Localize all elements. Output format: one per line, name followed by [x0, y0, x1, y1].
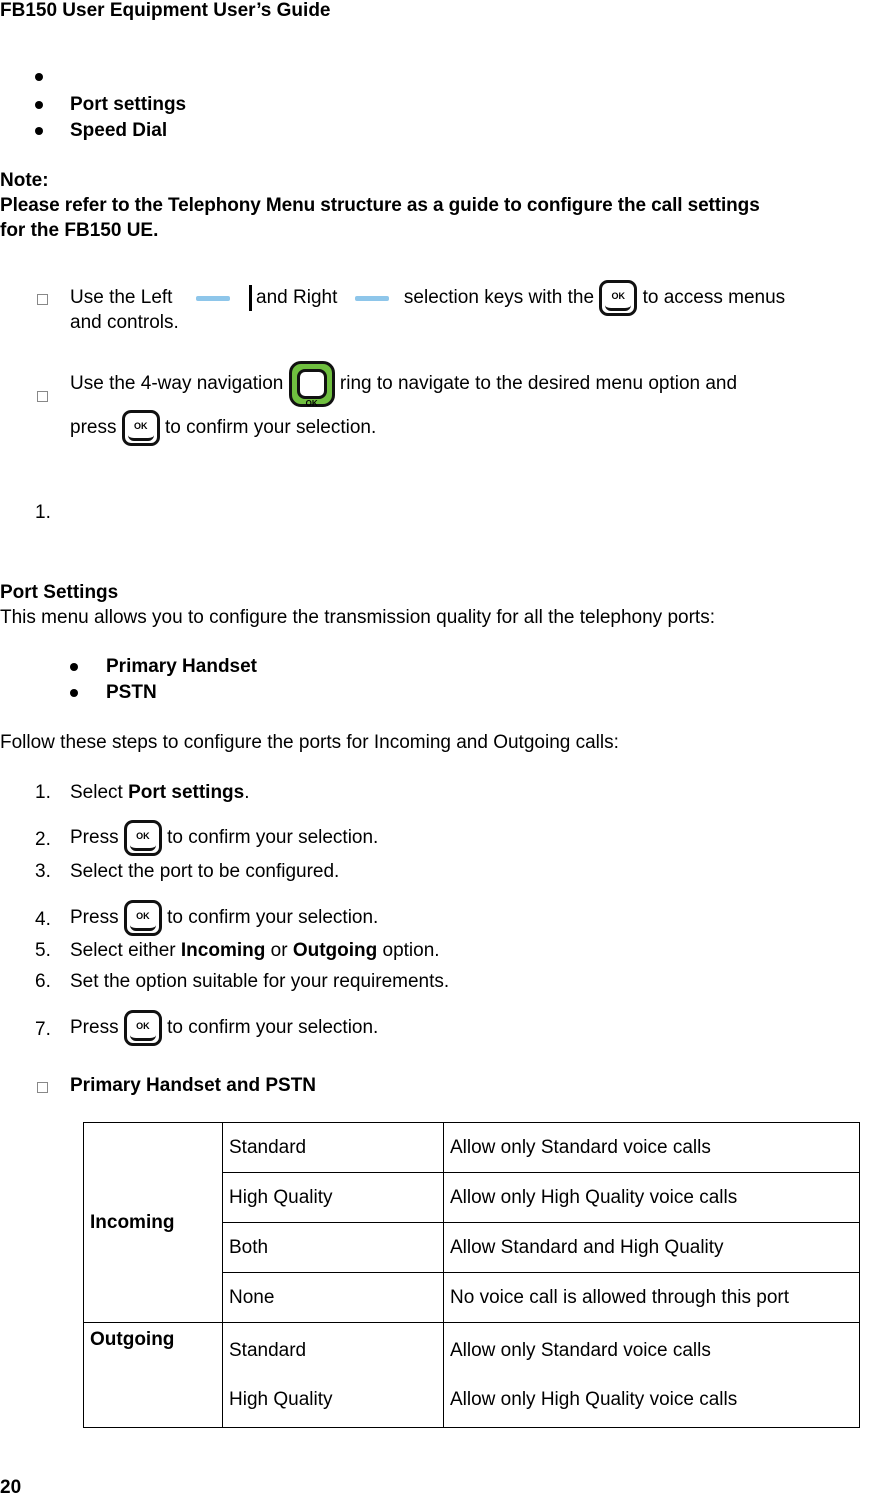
- description-cell: Allow only High Quality voice calls: [450, 1389, 738, 1410]
- port-bullet-primary-handset: Primary Handset: [106, 656, 258, 677]
- instruction-1-text-d: to access menus: [642, 287, 786, 309]
- left-softkey-icon: [196, 296, 230, 301]
- step-3: Select the port to be configured.: [70, 861, 340, 882]
- numbered-stub: 1.: [35, 502, 51, 523]
- instruction-1-text-b: and Right: [256, 287, 338, 309]
- step-number: 6.: [35, 971, 51, 992]
- instruction-1-line-1: [70, 280, 785, 316]
- instruction-1-line-2: and controls.: [70, 312, 179, 333]
- table-row: [84, 1323, 860, 1428]
- instruction-1-text-c: selection keys with the: [403, 287, 595, 309]
- step-7-text: Press: [70, 1017, 119, 1038]
- step-4-text: Press: [70, 907, 119, 928]
- step-number: 7.: [35, 1019, 51, 1040]
- port-bullet-pstn: PSTN: [106, 682, 157, 703]
- table-title: Primary Handset and PSTN: [70, 1075, 317, 1096]
- instruction-2-text-b: ring to navigate to the desired menu option and: [339, 373, 738, 394]
- bullet-dot: [70, 663, 78, 671]
- intro-bullet-speed-dial: Speed Dial: [70, 120, 168, 141]
- right-softkey-icon: [355, 296, 389, 301]
- ok-key-icon: OK: [124, 900, 162, 936]
- step-1: [70, 782, 250, 804]
- step-1-bold: Port settings: [128, 782, 245, 803]
- note-line-1: Please refer to the Telephony Menu structure as a guide to configure the call settings: [0, 195, 760, 216]
- instruction-2-text-c: press: [70, 417, 117, 438]
- option-cell: Standard: [229, 1340, 307, 1361]
- checkbox-bullet-icon: [37, 391, 48, 402]
- intro-bullet-port-settings: Port settings: [70, 94, 187, 115]
- table-row: [84, 1123, 860, 1173]
- bullet-dot: [70, 689, 78, 697]
- option-cell: High Quality: [223, 1173, 444, 1223]
- page-number: 20: [0, 1477, 22, 1498]
- instruction-2-text-d: to confirm your selection.: [165, 417, 377, 438]
- step-2-text: Press: [70, 827, 119, 848]
- steps-intro: Follow these steps to configure the ports for Incoming and Outgoing calls:: [0, 732, 619, 753]
- step-1-end: .: [244, 782, 250, 803]
- option-cell: Standard: [223, 1123, 444, 1173]
- option-cell: High Quality: [229, 1389, 333, 1410]
- instruction-1-text-a: Use the Left: [70, 287, 173, 309]
- step-5: [70, 940, 440, 962]
- step-2: [70, 812, 378, 864]
- ok-key-icon: OK: [122, 410, 160, 446]
- page-header-title: FB150 User Equipment User’s Guide: [0, 0, 331, 21]
- port-settings-heading: Port Settings: [0, 582, 119, 603]
- description-cell: Allow only Standard voice calls: [450, 1340, 711, 1361]
- bullet-dot: [35, 73, 43, 81]
- option-cell: None: [223, 1273, 444, 1323]
- step-number: 5.: [35, 940, 51, 961]
- description-cell: Allow only Standard voice calls: [444, 1123, 860, 1173]
- step-4-text-b: to confirm your selection.: [167, 907, 379, 928]
- checkbox-bullet-icon: [37, 294, 48, 305]
- bullet-dot: [35, 101, 43, 109]
- description-cell-group: [444, 1323, 860, 1428]
- note-line-2: for the FB150 UE.: [0, 220, 159, 241]
- key-divider-icon: [249, 285, 252, 311]
- option-cell: Both: [223, 1223, 444, 1273]
- ok-key-icon: OK: [599, 280, 637, 316]
- instruction-2-text-a: Use the 4-way navigation: [70, 373, 284, 394]
- step-5-outgoing: Outgoing: [292, 940, 378, 961]
- ok-key-icon: OK: [124, 1010, 162, 1046]
- instruction-2-line-2: [70, 408, 376, 448]
- step-2-text-b: to confirm your selection.: [167, 827, 379, 848]
- step-5-end: option.: [377, 940, 440, 961]
- step-5-or: or: [265, 940, 293, 961]
- ok-key-icon: OK: [124, 820, 162, 856]
- step-7: [70, 1002, 378, 1054]
- description-cell: No voice call is allowed through this port: [444, 1273, 860, 1323]
- outgoing-label: Outgoing: [84, 1323, 223, 1428]
- port-settings-table: [83, 1122, 860, 1428]
- description-cell: Allow Standard and High Quality: [444, 1223, 860, 1273]
- step-5-text: Select either: [70, 940, 181, 961]
- incoming-label: Incoming: [84, 1123, 223, 1323]
- step-7-text-b: to confirm your selection.: [167, 1017, 379, 1038]
- navigation-ring-icon: OK: [289, 361, 335, 407]
- step-6: Set the option suitable for your requirements.: [70, 971, 450, 992]
- checkbox-bullet-icon: [37, 1082, 48, 1093]
- description-cell: Allow only High Quality voice calls: [444, 1173, 860, 1223]
- step-number: 4.: [35, 909, 51, 930]
- bullet-dot: [35, 127, 43, 135]
- instruction-2-line-1: [70, 360, 737, 408]
- step-number: 2.: [35, 829, 51, 850]
- note-label: Note:: [0, 170, 49, 191]
- port-settings-description: This menu allows you to configure the transmission quality for all the telephony ports:: [0, 607, 715, 628]
- option-cell-group: [223, 1323, 444, 1428]
- step-5-incoming: Incoming: [180, 940, 266, 961]
- step-4: [70, 892, 378, 944]
- step-number: 3.: [35, 861, 51, 882]
- step-1-text: Select: [70, 782, 129, 803]
- step-number: 1.: [35, 782, 51, 803]
